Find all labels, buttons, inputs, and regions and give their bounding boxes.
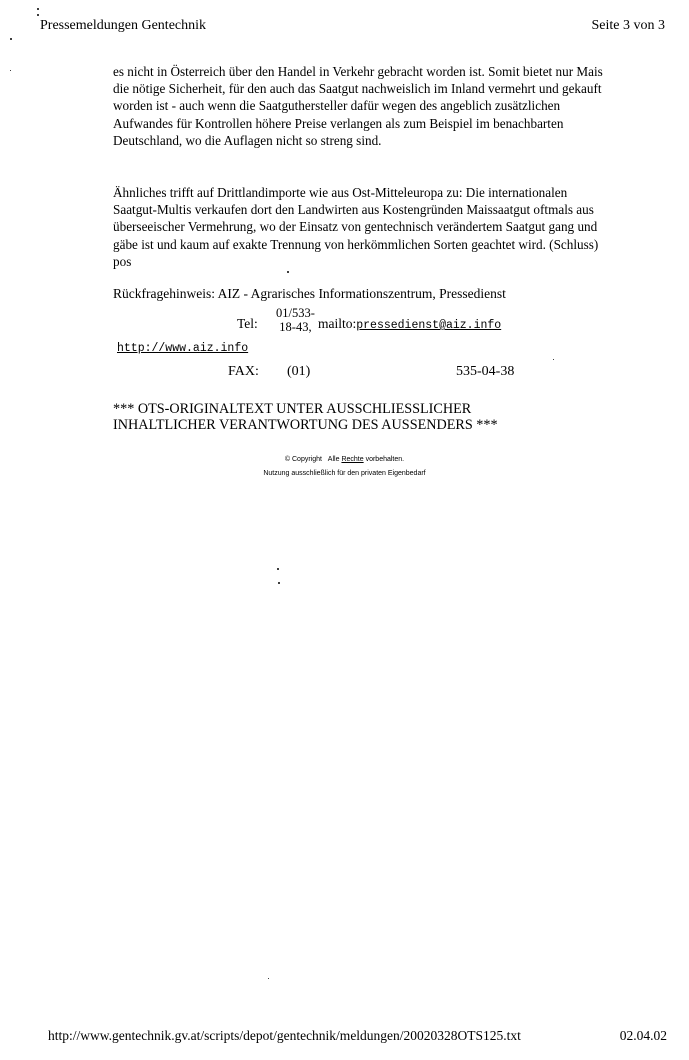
tel-number (276, 306, 315, 334)
copyright-line (0, 453, 689, 467)
fax-area-code: (01) (287, 364, 311, 379)
usage-note: Nutzung ausschließlich für den privaten Eigenbedarf (263, 470, 426, 477)
footer-url: http://www.gentechnik.gv.at/scripts/depot/gentechnik/meldungen/20020328OTS125.txt (48, 1028, 521, 1043)
scan-speck (278, 582, 280, 584)
ots-notice (113, 401, 498, 433)
header-title: Pressemeldungen Gentechnik (40, 18, 207, 33)
fax-number: 535-04-38 (456, 364, 515, 379)
website-link[interactable]: http://www.aiz.info (117, 342, 249, 355)
copyright-suffix: vorbehalten. (365, 456, 405, 463)
ots-notice-line2: INHALTLICHER VERANTWORTUNG DES AUSSENDERS *** (113, 417, 498, 433)
fax-label: FAX: (228, 364, 259, 379)
scan-speck (277, 568, 279, 570)
scan-speck (268, 978, 269, 979)
copyright-prefix: © Copyright (284, 456, 322, 463)
rights-link[interactable]: Rechte (341, 456, 364, 463)
scan-speck (553, 359, 554, 360)
scan-speck (10, 38, 12, 40)
scan-speck (10, 70, 11, 71)
contact-intro: Rückfragehinweis: AIZ - Agrarisches Informationszentrum, Pressedienst (113, 286, 506, 301)
mailto-prefix: mailto: (318, 316, 357, 331)
tel-number-line2: 18-43, (279, 320, 312, 334)
body-paragraph-1: es nicht in Österreich über den Handel in Verkehr gebracht worden ist. Somit bietet nur Mais die nötige Sicherheit, für den auch das Saatgut nachweislich im Inland vermehrt und gekauft worden ist - auch wenn die Saatguthersteller dafür wegen des angeblich zusätzlichen Aufwandes für Kontrollen höhere Preise verlangen als zum Beispiel im benachbarten Deutschland, wo die Auflagen nicht so streng sind. (113, 64, 603, 148)
page-number: Seite 3 von 3 (591, 18, 665, 33)
mailto-link[interactable] (318, 316, 501, 332)
scan-speck (37, 14, 39, 16)
tel-number-line1: 01/533- (276, 306, 315, 320)
ots-notice-line1: *** OTS-ORIGINALTEXT UNTER AUSSCHLIESSLICHER (113, 401, 472, 417)
tel-label: Tel: (237, 316, 258, 331)
copyright-notice (0, 453, 689, 481)
footer-date: 02.04.02 (619, 1028, 667, 1043)
scan-speck (287, 271, 289, 273)
body-paragraph-2: Ähnliches trifft auf Drittlandimporte wie aus Ost-Mitteleuropa zu: Die internationalen Saatgut-Multis verkaufen dort den Landwirten aus Kostengründen Maissaatgut oftmals aus überseeischer Vermehrung, wo der Einsatz von gentechnisch verändertem Saatgut gang und gäbe ist und kaum auf exakte Trennung von herkömmlichen Sorten geachtet wird. (Schluss) pos (113, 185, 599, 269)
mailto-address[interactable]: pressedienst@aiz.info (356, 319, 502, 332)
copyright-middle: Alle (327, 456, 340, 463)
scan-speck (37, 8, 39, 10)
